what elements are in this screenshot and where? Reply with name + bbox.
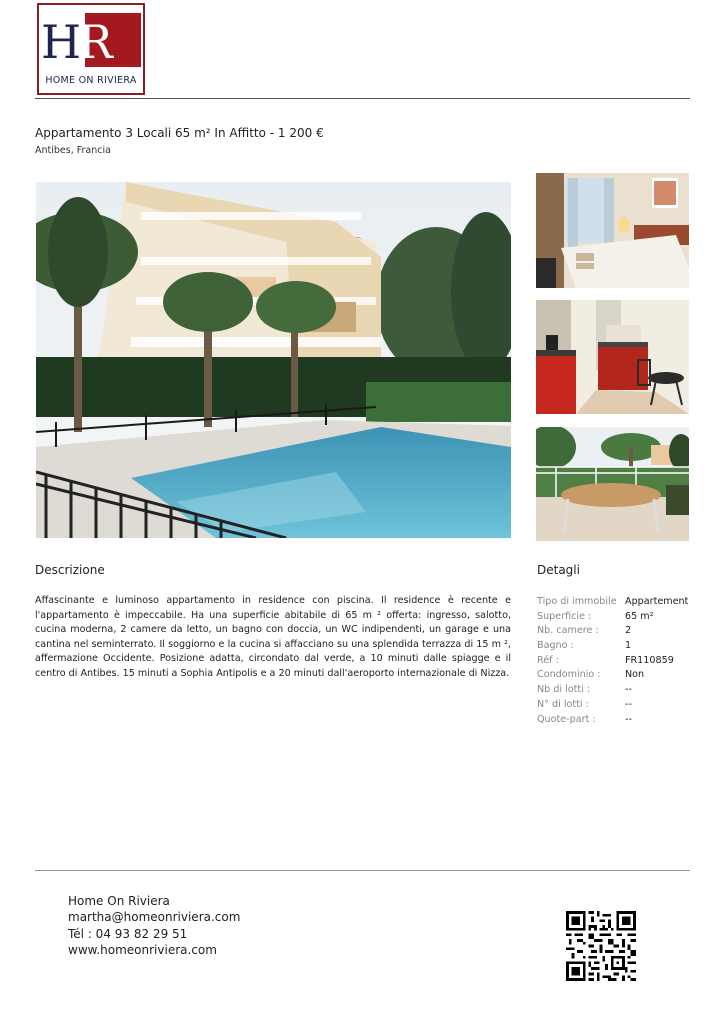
logo-wordmark: HOME ON RIVIERA xyxy=(45,75,137,86)
detail-value: -- xyxy=(625,713,632,725)
detail-label: Superficie : xyxy=(537,610,592,622)
detail-value: -- xyxy=(625,698,632,710)
contact-block xyxy=(68,893,240,958)
company-name: Home On Riviera xyxy=(68,894,170,908)
detail-value: 2 xyxy=(625,625,632,637)
detail-label: Tipo di immobile xyxy=(537,596,617,607)
logo-letter-r: R xyxy=(78,15,110,69)
qr-code-icon xyxy=(566,911,636,981)
detail-row-condominium xyxy=(537,668,688,683)
detail-row-lot-number xyxy=(537,698,688,713)
contact-phone: Tél : 04 93 82 29 51 xyxy=(68,926,188,941)
detail-value: 1 xyxy=(625,640,632,652)
detail-label: N° di lotti : xyxy=(537,698,589,710)
detail-row-bathrooms xyxy=(537,639,688,654)
header-divider xyxy=(35,98,690,99)
footer-divider xyxy=(35,870,690,871)
detail-label: Condominio : xyxy=(537,669,601,681)
detail-value: FR110859 xyxy=(625,654,674,666)
detail-row-quote-part xyxy=(537,713,688,728)
contact-email[interactable]: martha@homeonriviera.com xyxy=(68,910,241,925)
detail-row-bedrooms xyxy=(537,624,688,639)
detail-label: Réf : xyxy=(537,654,559,666)
thumbnail-bedroom xyxy=(536,173,689,288)
thumbnail-kitchen xyxy=(536,300,689,414)
details-heading: Detagli xyxy=(537,563,580,577)
logo-monogram xyxy=(41,15,110,69)
company-logo xyxy=(37,3,145,95)
detail-label: Nb di lotti : xyxy=(537,684,591,696)
detail-row-surface xyxy=(537,610,688,625)
detail-row-property-type xyxy=(537,595,688,610)
detail-row-reference xyxy=(537,654,688,669)
description-heading: Descrizione xyxy=(35,563,105,577)
contact-website[interactable]: www.homeonriviera.com xyxy=(68,942,217,957)
listing-location: Antibes, Francia xyxy=(35,145,111,156)
detail-value: Appartement xyxy=(625,596,689,607)
detail-value: Non xyxy=(625,669,645,681)
logo-letter-h: H xyxy=(41,15,79,69)
detail-value: 65 m² xyxy=(625,610,654,622)
thumbnail-terrace xyxy=(536,427,689,541)
description-text: Affascinante e luminoso appartamento in residence con piscina. Il residence è recente e l'appartamento è impeccabile. Ha una superficie abitabile di 65 m ² offerta: ingresso, salotto, cucina moderna, 2 camere da letto, un bagno con doccia, un WC indipendenti, un garage e una cantina nel seminterrato. Il soggiorno e la cucina si affacciano su una splendida terrazza di 15 m ², affermazione Occidente. Posizione adatta, circondato dal verde, a 10 minuti dalle spiagge e il centro di Antibes. 15 minuti a Sophia Antipolis e a 20 minuti dall'aeroporto internazionale di Nizza. xyxy=(35,595,511,679)
listing-title: Appartamento 3 Locali 65 m² In Affitto - 1 200 € xyxy=(35,126,324,140)
details-table xyxy=(537,595,688,727)
main-photo-residence-pool xyxy=(36,182,511,538)
detail-value: -- xyxy=(625,684,632,696)
detail-label: Nb. camere : xyxy=(537,625,599,637)
detail-label: Quote-part : xyxy=(537,713,596,725)
detail-row-lot-count xyxy=(537,683,688,698)
detail-label: Bagno : xyxy=(537,640,574,652)
